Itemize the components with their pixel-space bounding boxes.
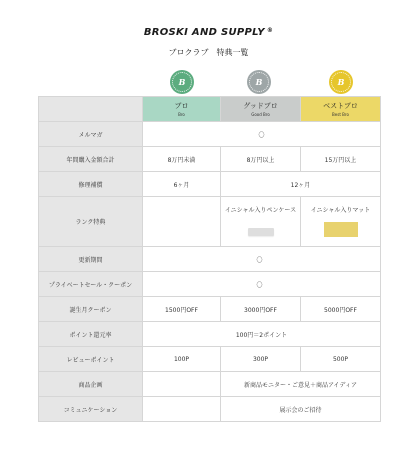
cell-annual-good: 8万円以上	[221, 147, 301, 172]
tier-header-good: グッドブロ Good Bro	[221, 97, 301, 122]
table-row	[39, 147, 381, 172]
cell-mailmag-all: 〇	[143, 122, 381, 147]
table-row	[39, 347, 381, 372]
tier-header-pro: ブロ Bro	[143, 97, 221, 122]
row-label-private-sale: プライベートセール・クーポン	[39, 272, 143, 297]
row-label-rank: ランク特典	[39, 197, 143, 247]
cell-rank-pro	[143, 197, 221, 247]
row-label-birthday: 誕生月クーポン	[39, 297, 143, 322]
cell-community-upper: 展示会のご招待	[221, 397, 381, 422]
table-row	[39, 397, 381, 422]
best-badge-icon: B	[329, 70, 353, 94]
table-row	[39, 272, 381, 297]
cell-planning-pro	[143, 372, 221, 397]
cell-private-sale-pro	[143, 272, 221, 297]
good-badge-icon: B	[247, 70, 271, 94]
row-label-annual: 年間購入金額合計	[39, 147, 143, 172]
cell-update-pro	[143, 247, 221, 272]
cell-points-all: 100円＝2ポイント	[143, 322, 381, 347]
table-row	[39, 197, 381, 247]
table-row	[39, 247, 381, 272]
brand-logo	[0, 27, 417, 38]
row-label-repair: 修理補償	[39, 172, 143, 197]
cell-review-pro: 100P	[143, 347, 221, 372]
cell-birthday-pro: 1500円OFF	[143, 297, 221, 322]
cell-annual-best: 15万円以上	[301, 147, 381, 172]
cell-rank-good	[221, 197, 301, 247]
registered-mark: ®	[266, 27, 274, 34]
cell-repair-upper: 12ヶ月	[221, 172, 381, 197]
tier-header-best: ベストブロ Best Bro	[301, 97, 381, 122]
brand-name: BROSKI AND SUPPLY	[143, 27, 265, 38]
cell-birthday-good: 3000円OFF	[221, 297, 301, 322]
row-label-community: コミュニケーション	[39, 397, 143, 422]
row-label-points: ポイント還元率	[39, 322, 143, 347]
table-row	[39, 122, 381, 147]
cell-update-upper: 〇	[221, 247, 381, 272]
cell-community-pro	[143, 397, 221, 422]
rank-best-text: イニシャル入りマット	[310, 206, 371, 214]
table-row	[39, 172, 381, 197]
cell-review-best: 500P	[301, 347, 381, 372]
table-row	[39, 372, 381, 397]
row-label-review: レビューポイント	[39, 347, 143, 372]
cell-rank-best	[301, 197, 381, 247]
table-row	[39, 297, 381, 322]
benefits-table	[38, 96, 381, 422]
rank-good-text: イニシャル入りペンケース	[224, 207, 297, 214]
page-title: ブロクラブ 特典一覧	[168, 48, 249, 57]
tier-header-row	[39, 97, 381, 122]
cell-repair-pro: 6ヶ月	[143, 172, 221, 197]
row-label-planning: 商品企画	[39, 372, 143, 397]
pencase-image	[248, 228, 274, 236]
cell-birthday-best: 5000円OFF	[301, 297, 381, 322]
mat-image	[324, 222, 358, 237]
row-label-update: 更新期間	[39, 247, 143, 272]
table-row	[39, 322, 381, 347]
cell-annual-pro: 8万円未満	[143, 147, 221, 172]
header-corner	[39, 97, 143, 122]
cell-private-sale-upper: 〇	[221, 272, 381, 297]
row-label-mailmag: メルマガ	[39, 122, 143, 147]
cell-planning-upper: 新商品モニター・ご意見＋商品アイディア	[221, 372, 381, 397]
pro-badge-icon: B	[170, 70, 194, 94]
cell-review-good: 300P	[221, 347, 301, 372]
